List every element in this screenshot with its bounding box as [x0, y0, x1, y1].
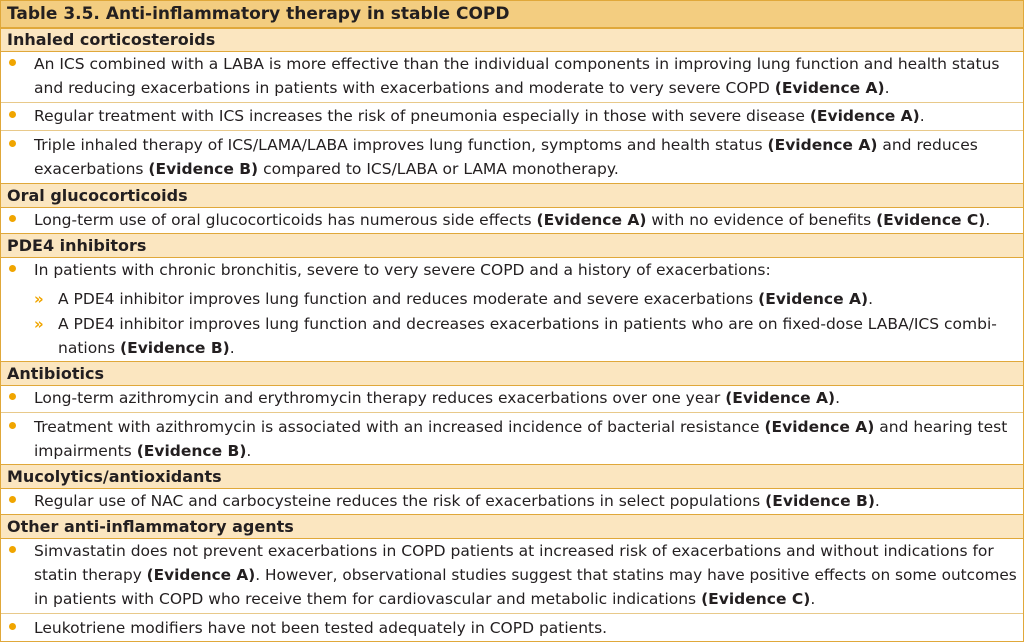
evidence-label: (Evidence A) — [774, 79, 885, 97]
bullet-abx-2-line-2: impairments (Evidence B). — [34, 442, 252, 460]
evidence-label: (Evidence A) — [725, 389, 836, 407]
section-header-oral-glucocorticoids: Oral glucocorticoids — [1, 183, 1023, 208]
bullet-abx-2-line-1: Treatment with azithromycin is associated with an increased incidence of bacterial resistance (Evidence A) and hearing test — [34, 418, 1008, 436]
sub-bullet-pde4-2-line-2: nations (Evidence B). — [58, 339, 235, 357]
bullet-icon — [9, 59, 16, 66]
evidence-label: (Evidence B) — [136, 442, 247, 460]
sub-bullet-pde4-1: A PDE4 inhibitor improves lung function and reduces moderate and severe exacerbations (Evidence A). — [58, 290, 874, 308]
row-divider — [1, 613, 1023, 614]
bullet-icon — [9, 140, 16, 147]
bullet-ics-1-line-2: and reducing exacerbations in patients with exacerbations and moderate to very severe COPD (Evidence A). — [34, 79, 890, 97]
evidence-label: (Evidence A) — [764, 418, 875, 436]
bullet-icon — [9, 393, 16, 400]
evidence-label: (Evidence A) — [758, 290, 869, 308]
bullet-abx-1: Long-term azithromycin and erythromycin therapy reduces exacerbations over one year (Evidence A). — [34, 389, 841, 407]
bullet-icon — [9, 623, 16, 630]
bullet-ics-2: Regular treatment with ICS increases the risk of pneumonia especially in those with severe disease (Evidence A). — [34, 107, 925, 125]
bullet-oral-1: Long-term use of oral glucocorticoids has numerous side effects (Evidence A) with no evidence of benefits (Evidence C). — [34, 211, 991, 229]
bullet-other-1-line-3: in patients with COPD who receive them for cardiovascular and metabolic indications (Evidence C). — [34, 590, 816, 608]
evidence-label: (Evidence A) — [146, 566, 256, 584]
sub-bullet-pde4-2-line-1: A PDE4 inhibitor improves lung function and decreases exacerbations in patients who are on fixed-dose LABA/ICS combi- — [58, 315, 997, 333]
bullet-icon — [9, 215, 16, 222]
row-divider — [1, 102, 1023, 103]
bullet-other-1-line-2: statin therapy (Evidence A). However, observational studies suggest that statins may have positive effects on some outcomes — [34, 566, 1017, 584]
bullet-ics-1-line-1: An ICS combined with a LABA is more effective than the individual components in improving lung function and health status — [34, 55, 1000, 73]
evidence-label: (Evidence A) — [536, 211, 647, 229]
bullet-icon — [9, 422, 16, 429]
bullet-icon — [9, 265, 16, 272]
evidence-label: (Evidence A) — [809, 107, 920, 125]
section-header-pde4-inhibitors: PDE4 inhibitors — [1, 233, 1023, 258]
bullet-icon — [9, 546, 16, 553]
bullet-icon — [9, 496, 16, 503]
row-divider — [1, 130, 1023, 131]
sub-bullet-marker-icon: » — [34, 315, 44, 333]
evidence-label: (Evidence A) — [767, 136, 878, 154]
section-header-inhaled-corticosteroids: Inhaled corticosteroids — [1, 28, 1023, 52]
table-title: Table 3.5. Anti-inflammatory therapy in stable COPD — [1, 1, 1023, 28]
bullet-pde4-1: In patients with chronic bronchitis, severe to very severe COPD and a history of exacerbations: — [34, 261, 771, 279]
bullet-ics-3-line-2: exacerbations (Evidence B) compared to ICS/LABA or LAMA monotherapy. — [34, 160, 619, 178]
bullet-icon — [9, 111, 16, 118]
evidence-label: (Evidence C) — [876, 211, 986, 229]
bullet-other-2: Leukotriene modifiers have not been tested adequately in COPD patients. — [34, 619, 608, 637]
evidence-label: (Evidence B) — [765, 492, 875, 510]
section-header-other-agents: Other anti-inflammatory agents — [1, 514, 1023, 539]
bullet-other-1-line-1: Simvastatin does not prevent exacerbations in COPD patients at increased risk of exacerbations and without indications for — [34, 542, 994, 560]
sub-bullet-marker-icon: » — [34, 290, 44, 308]
bullet-muco-1: Regular use of NAC and carbocysteine reduces the risk of exacerbations in select populations (Evidence B). — [34, 492, 880, 510]
section-header-antibiotics: Antibiotics — [1, 361, 1023, 386]
evidence-label: (Evidence B) — [120, 339, 230, 357]
evidence-label: (Evidence C) — [701, 590, 811, 608]
evidence-label: (Evidence B) — [148, 160, 259, 178]
row-divider — [1, 412, 1023, 413]
section-header-mucolytics-antioxidants: Mucolytics/antioxidants — [1, 464, 1023, 489]
bullet-ics-3-line-1: Triple inhaled therapy of ICS/LAMA/LABA improves lung function, symptoms and health status (Evidence A) and reduces — [34, 136, 978, 154]
